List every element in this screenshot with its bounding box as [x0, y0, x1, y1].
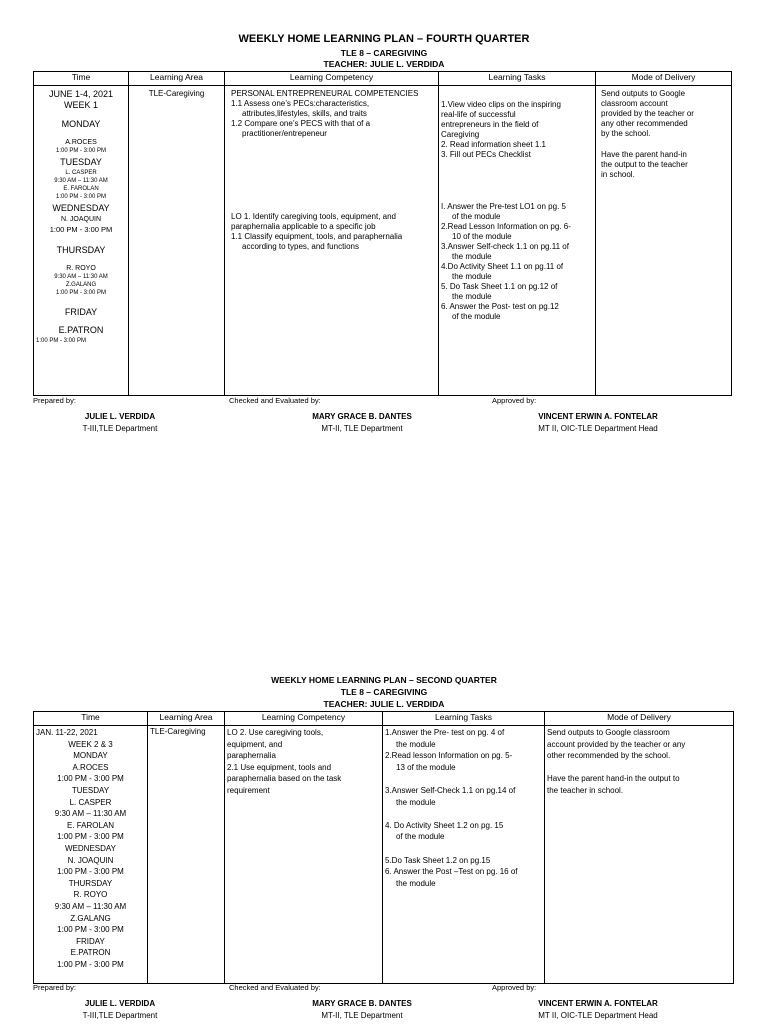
plan2-tuesday: TUESDAY — [71, 785, 110, 795]
plan2-tasks-cell — [383, 726, 545, 984]
plan1-thu-time-2: 1:00 PM - 3:00 PM — [55, 290, 107, 296]
plan1-step-2: 2.Read Lesson Information on pg. 6- — [441, 222, 571, 231]
plan1-prepared-label: Prepared by: — [33, 396, 76, 405]
plan1-wednesday: WEDNESDAY — [52, 203, 110, 213]
plan1-step-3: 3.Answer Self-check 1.1 on pg.11 of — [441, 242, 569, 251]
plan1-lo1: LO 1. Identify caregiving tools, equipment, and — [231, 212, 396, 221]
plan2-comp-1: LO 2. Use caregiving tools, — [227, 728, 324, 737]
plan2-friday: FRIDAY — [76, 936, 105, 946]
plan1-comp-classify: 1.1 Classify equipment, tools, and paraphernalia — [231, 232, 403, 241]
plan2-comp-5: paraphernalia based on the task — [227, 774, 342, 784]
plan2-tue-teacher-2: E. FAROLAN — [66, 820, 115, 830]
plan2-comp-2: equipment, and — [227, 739, 283, 749]
plan1-task-2: 2. Read information sheet 1.1 — [441, 140, 546, 149]
plan2-tue-time-2: 1:00 PM - 3:00 PM — [57, 832, 124, 842]
plan1-subject: TLE 8 – CAREGIVING — [340, 48, 428, 58]
plan1-week: WEEK 1 — [63, 100, 98, 110]
plan2-approved-position: MT II, OIC-TLE Department Head — [538, 1011, 658, 1020]
plan2-delivery-cell — [545, 726, 734, 984]
plan1-tue-time-2: 1:00 PM - 3:00 PM — [55, 194, 107, 200]
col-learning-area: Learning Area — [148, 712, 225, 726]
plan2-step-4: 4. Do Activity Sheet 1.2 on pg. 15 — [385, 820, 504, 830]
plan2-fri-time: 1:00 PM - 3:00 PM — [57, 959, 124, 969]
plan2-approved-block — [498, 998, 698, 1022]
plan1-checked-position: MT-II, TLE Department — [321, 424, 403, 433]
plan2-area-cell — [148, 726, 225, 984]
plan1-prepared-block — [40, 411, 200, 435]
plan1-step-4-cont: the module — [452, 272, 492, 281]
plan1-title: WEEKLY HOME LEARNING PLAN – FOURTH QUARTER — [238, 33, 530, 45]
plan1-step-5-cont: the module — [452, 292, 492, 301]
plan1-task-1: 1.View video clips on the inspiring — [441, 100, 561, 109]
plan1-checked-label: Checked and Evaluated by: — [229, 396, 321, 405]
col-learning-area: Learning Area — [129, 72, 225, 86]
plan2-delivery-2: account provided by the teacher or any — [547, 739, 686, 749]
plan2-comp-6: requirement — [227, 785, 270, 795]
plan1-step-4: 4.Do Activity Sheet 1.1 on pg.11 of — [441, 262, 564, 271]
plan1-mon-teacher: A.ROCES — [65, 139, 97, 146]
plan2-wednesday: WEDNESDAY — [65, 843, 116, 853]
plan1-wed-teacher: N. JOAQUIN — [60, 216, 102, 223]
plan2-step-5: 5.Do Task Sheet 1.2 on pg.15 — [385, 855, 491, 865]
plan1-prepared-name: JULIE L. VERDIDA — [84, 412, 156, 421]
col-time: Time — [34, 72, 129, 86]
plan1-delivery-3: provided by the teacher or — [601, 109, 694, 118]
plan2-teacher: TEACHER: JULIE L. VERDIDA — [323, 699, 445, 709]
plan1-step-2-cont: 10 of the module — [452, 232, 512, 241]
plan2-step-6-cont: the module — [396, 878, 436, 888]
plan2-thu-teacher-2: Z.GALANG — [70, 913, 111, 923]
plan1-task-1-cont-a: real-life of successful — [441, 110, 516, 119]
plan2-body-row — [34, 726, 734, 984]
plan1-area-cell — [129, 86, 225, 396]
plan1-body-row — [34, 86, 732, 396]
plan1-delivery-7: the output to the teacher — [601, 160, 688, 169]
col-mode-of-delivery: Mode of Delivery — [596, 72, 732, 86]
plan2-comp-4: 2.1 Use equipment, tools and — [227, 762, 332, 772]
plan1-approved-name: VINCENT ERWIN A. FONTELAR — [538, 412, 658, 421]
plan2-table — [33, 711, 734, 984]
plan1-thursday: THURSDAY — [56, 245, 106, 255]
plan2-mon-teacher: A.ROCES — [72, 762, 109, 772]
col-learning-tasks: Learning Tasks — [383, 712, 545, 726]
plan2-step-2: 2.Read lesson Information on pg. 5- — [385, 751, 513, 761]
plan1-fri-teacher: E.PATRON — [58, 325, 104, 335]
plan1-thu-time-1: 9:30 AM – 11:30 AM — [54, 274, 108, 280]
plan1-delivery-8: in school. — [601, 170, 635, 179]
plan2-prepared-block — [40, 998, 200, 1022]
plan1-thu-teacher-1: R. ROYO — [66, 265, 96, 272]
plan1-time-cell — [34, 86, 129, 396]
plan1-approved-label: Approved by: — [492, 396, 537, 405]
plan1-learning-area: TLE-Caregiving — [148, 89, 205, 98]
plan1-step-1-cont: of the module — [452, 212, 501, 221]
plan1-checked-name: MARY GRACE B. DANTES — [312, 412, 412, 421]
plan2-step-1-cont: the module — [396, 739, 436, 749]
plan2-step-3-cont: the module — [396, 797, 436, 807]
plan1-table — [33, 71, 732, 396]
plan1-prepared-position: T-III,TLE Department — [82, 424, 158, 433]
plan1-approved-block — [498, 411, 698, 435]
plan2-step-1: 1.Answer the Pre- test on pg. 4 of — [385, 728, 505, 737]
plan2-checked-position: MT-II, TLE Department — [321, 1011, 403, 1020]
plan2-prepared-name: JULIE L. VERDIDA — [84, 999, 156, 1008]
plan1-task-1-cont-c: Caregiving — [441, 130, 480, 139]
plan1-delivery-5: by the school. — [601, 129, 651, 138]
plan1-header-row — [34, 72, 732, 86]
plan1-tue-teacher-2: E. FAROLAN — [63, 186, 99, 192]
plan2-competency-cell — [225, 726, 383, 984]
plan2-checked-name: MARY GRACE B. DANTES — [312, 999, 412, 1008]
plan2-prepared-position: T-III,TLE Department — [82, 1011, 158, 1020]
plan2-date: JAN. 11-22, 2021 — [36, 728, 98, 737]
plan1-fri-time: 1:00 PM - 3:00 PM — [36, 338, 87, 344]
plan1-comp-1-1: 1.1 Assess one’s PECs:characteristics, — [231, 99, 370, 108]
plan2-time-cell — [34, 726, 148, 984]
plan1-checked-block — [282, 411, 442, 435]
plan1-teacher: TEACHER: JULIE L. VERDIDA — [323, 59, 445, 69]
plan1-comp-1-2: 1.2 Compare one’s PECS with that of a — [231, 119, 371, 128]
plan2-checked-block — [282, 998, 442, 1022]
plan1-friday: FRIDAY — [64, 307, 98, 317]
plan2-delivery-1: Send outputs to Google classroom — [547, 728, 670, 737]
plan2-wed-time: 1:00 PM - 3:00 PM — [57, 867, 124, 877]
plan1-step-1: I. Answer the Pre-test LO1 on pg. 5 — [441, 202, 566, 211]
plan1-task-1-cont-b: entrepreneurs in the field of — [441, 120, 539, 129]
plan2-delivery-5: the teacher in school. — [547, 785, 624, 795]
plan1-mon-time: 1:00 PM - 3:00 PM — [55, 148, 107, 154]
plan1-delivery-4: any other recommended — [601, 119, 688, 128]
plan1-comp-1-1-cont: attributes,lifestyles, skills, and traits — [242, 109, 367, 118]
plan2-thursday: THURSDAY — [68, 878, 113, 888]
plan2-thu-time-1: 9:30 AM – 11:30 AM — [54, 901, 127, 911]
plan2-approved-name: VINCENT ERWIN A. FONTELAR — [538, 999, 658, 1008]
plan1-wed-time: 1:00 PM - 3:00 PM — [49, 225, 113, 234]
plan1-delivery-1: Send outputs to Google — [601, 89, 686, 98]
plan2-title: WEEKLY HOME LEARNING PLAN – SECOND QUARTER — [271, 675, 497, 685]
plan2-header-row — [34, 712, 734, 726]
plan2-monday: MONDAY — [73, 751, 108, 761]
plan1-step-6: 6. Answer the Post- test on pg.12 — [441, 302, 559, 311]
plan2-mon-time: 1:00 PM - 3:00 PM — [57, 774, 124, 784]
plan2-step-3: 3.Answer Self-Check 1.1 on pg.14 of — [385, 785, 516, 795]
plan1-task-3: 3. Fill out PECs Checklist — [441, 150, 531, 159]
plan2-step-4-cont: of the module — [396, 832, 445, 842]
plan2-wed-teacher: N. JOAQUIN — [67, 855, 114, 865]
plan2-learning-area: TLE-Caregiving — [150, 727, 206, 736]
plan1-delivery-cell — [596, 86, 732, 396]
plan2-thu-teacher-1: R. ROYO — [73, 890, 108, 900]
plan1-tue-time-1: 9:30 AM – 11:30 AM — [54, 178, 108, 184]
plan1-comp-heading: PERSONAL ENTREPRENEURAL COMPETENCIES — [231, 89, 419, 98]
plan2-approved-label: Approved by: — [492, 983, 537, 992]
plan2-step-2-cont: 13 of the module — [396, 762, 456, 772]
plan1-step-5: 5. Do Task Sheet 1.1 on pg.12 of — [441, 282, 558, 291]
plan1-step-6-cont: of the module — [452, 312, 501, 321]
col-learning-competency: Learning Competency — [225, 72, 439, 86]
plan1-step-3-cont: the module — [452, 252, 492, 261]
plan1-tasks-cell — [439, 86, 596, 396]
plan1-delivery-2: classroom account — [601, 99, 668, 108]
plan1-thu-teacher-2: Z.GALANG — [65, 282, 97, 288]
plan1-tuesday: TUESDAY — [60, 157, 102, 167]
plan2-subject: TLE 8 – CAREGIVING — [340, 687, 428, 697]
plan1-approved-position: MT II, OIC-TLE Department Head — [538, 424, 658, 433]
plan1-comp-classify-cont: according to types, and functions — [242, 242, 359, 251]
plan2-delivery-4: Have the parent hand-in the output to — [547, 774, 680, 784]
plan1-delivery-6: Have the parent hand-in — [601, 150, 687, 159]
plan2-tue-teacher-1: L. CASPER — [69, 797, 112, 807]
plan2-checked-label: Checked and Evaluated by: — [229, 983, 321, 992]
plan1-date: JUNE 1-4, 2021 — [48, 89, 114, 99]
plan2-step-6: 6. Answer the Post –Test on pg. 16 of — [385, 867, 518, 877]
plan1-competency-cell — [225, 86, 439, 396]
col-time: Time — [34, 712, 148, 726]
plan2-delivery-3: other recommended by the school. — [547, 751, 671, 761]
plan2-tue-time-1: 9:30 AM – 11:30 AM — [54, 809, 127, 819]
plan1-comp-1-2-cont: practitioner/entrepeneur — [242, 129, 327, 138]
col-learning-tasks: Learning Tasks — [439, 72, 596, 86]
plan2-prepared-label: Prepared by: — [33, 983, 76, 992]
col-mode-of-delivery: Mode of Delivery — [545, 712, 734, 726]
plan2-week: WEEK 2 & 3 — [68, 739, 113, 749]
plan1-monday: MONDAY — [61, 119, 101, 129]
col-learning-competency: Learning Competency — [225, 712, 383, 726]
plan2-comp-3: paraphernalia — [227, 751, 276, 761]
plan1-lo1-cont: paraphernalia applicable to a specific job — [231, 222, 376, 231]
plan2-fri-teacher: E.PATRON — [70, 948, 111, 958]
plan1-tue-teacher-1: L. CASPER — [65, 170, 97, 176]
plan2-thu-time-2: 1:00 PM - 3:00 PM — [57, 925, 124, 935]
